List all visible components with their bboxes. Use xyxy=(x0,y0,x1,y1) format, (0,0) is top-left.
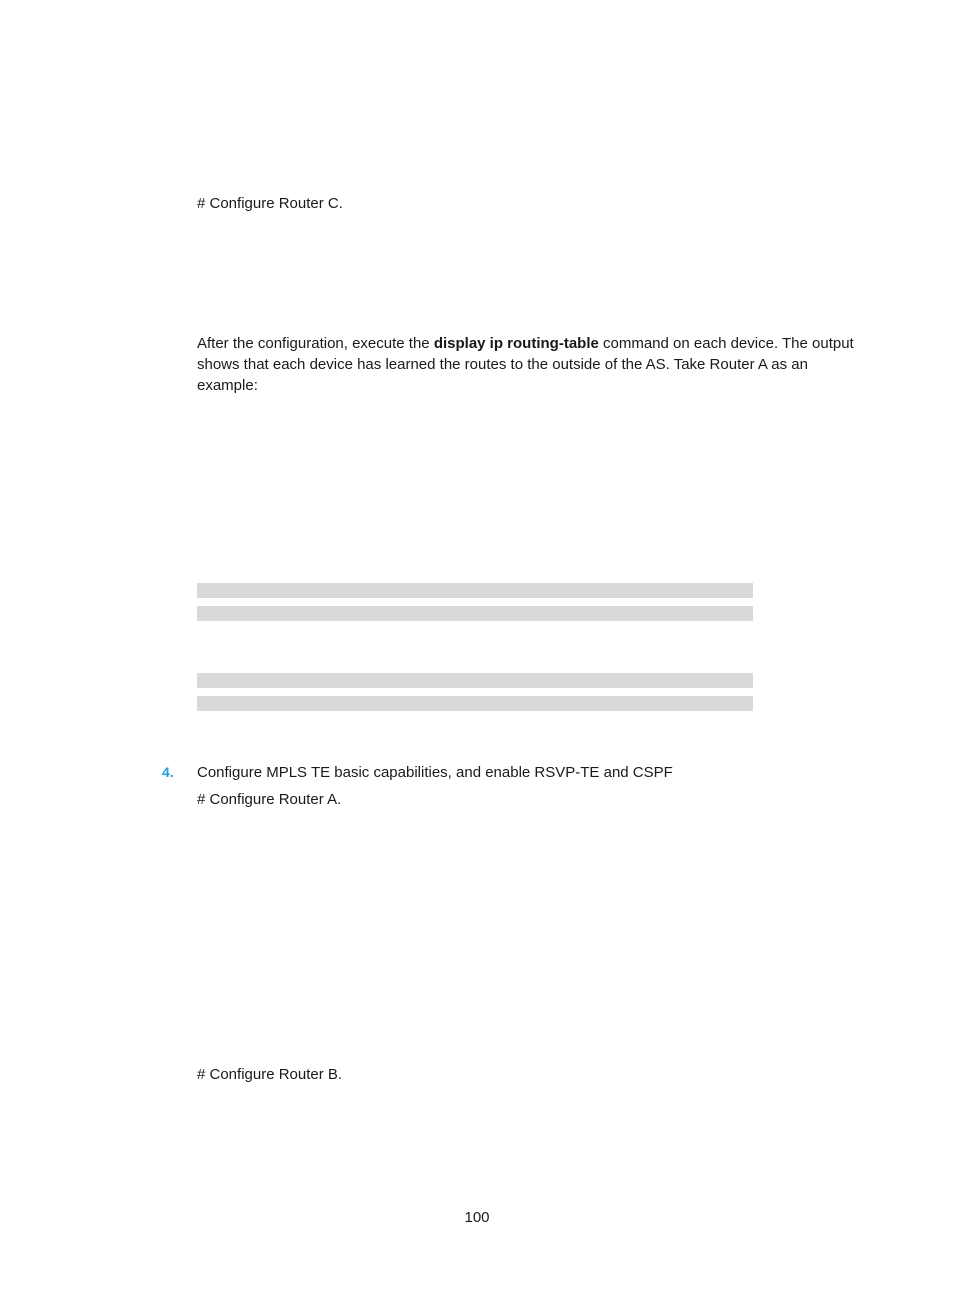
paragraph-text-before: After the configuration, execute the xyxy=(197,335,434,352)
code-highlight-line xyxy=(197,583,753,598)
code-highlight-line xyxy=(197,673,753,688)
page-number: 100 xyxy=(464,1209,490,1226)
step-number: 4. xyxy=(162,764,174,780)
step-title: Configure MPLS TE basic capabilities, and enable RSVP-TE and CSPF xyxy=(197,764,673,781)
configure-router-b-text: # Configure Router B. xyxy=(197,1066,343,1083)
routing-table-paragraph xyxy=(197,333,869,396)
configure-router-a-text: # Configure Router A. xyxy=(197,791,342,808)
command-name: display ip routing-table xyxy=(433,335,599,352)
code-highlight-line xyxy=(197,696,753,711)
configure-router-c-text: # Configure Router C. xyxy=(197,195,343,212)
paragraph-text-after: command on each device. The output shows that each device has learned the routes to the outside of the AS. Take Router A as an example: xyxy=(197,335,854,394)
code-highlight-line xyxy=(197,606,753,621)
